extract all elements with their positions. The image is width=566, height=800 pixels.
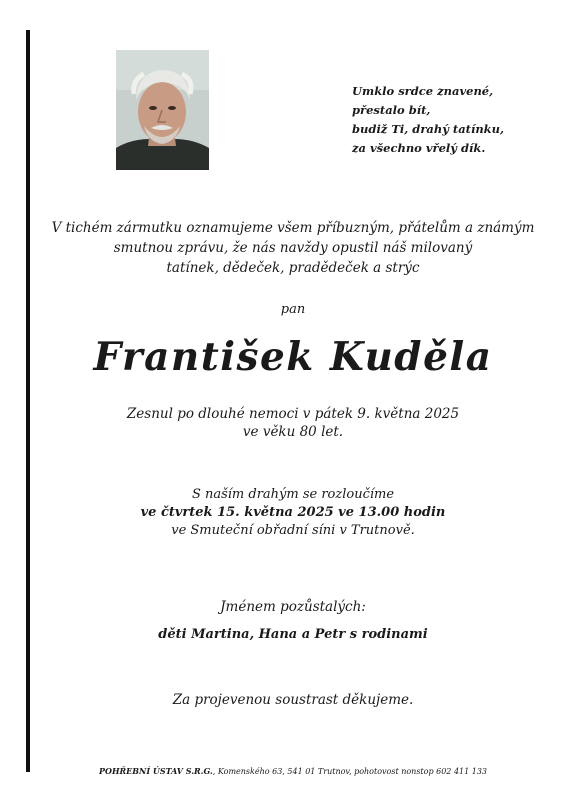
announcement-line: tatínek, dědeček, pradědeček a strýc [166,260,420,276]
poem-line: přestalo bít, [352,103,431,117]
death-date: Zesnul po dlouhé nemoci v pátek 9. května 2025 [126,406,460,422]
mourning-bar [26,30,30,772]
funeral-place: ve Smuteční obřadní síni v Trutnově. [171,523,415,538]
mourners-label: Jménem pozůstalých: [220,599,366,615]
honorific: pan [280,302,306,317]
footer-company: POHŘEBNÍ ÚSTAV S.R.G. [98,766,213,776]
funeral-intro: S naším drahým se rozloučíme [191,487,395,502]
footer-details: , Komenského 63, 541 01 Trutnov, pohotovost nonstop 602 411 133 [212,767,488,776]
poem [352,82,552,158]
announcement [40,218,546,278]
footer [40,766,546,776]
death-info [40,405,546,441]
portrait-illustration [116,50,209,170]
poem-line: budiž Ti, drahý tatínku, [352,122,505,136]
poem-line: za všechno vřelý dík. [352,141,486,155]
announcement-line: V tichém zármutku oznamujeme všem příbuzným, přátelům a známým [51,220,535,236]
death-age: ve věku 80 let. [242,424,344,440]
portrait-photo [116,50,209,170]
poem-line: Umklo srdce znavené, [352,84,494,98]
mourners-names: děti Martina, Hana a Petr s rodinami [158,627,428,642]
announcement-line: smutnou zprávu, že nás navždy opustil náš milovaný [113,240,473,256]
funeral-datetime: ve čtvrtek 15. května 2025 ve 13.00 hodin [140,505,446,520]
thanks-line: Za projevenou soustrast děkujeme. [172,692,414,708]
deceased-name: František Kuděla [93,334,493,380]
funeral-info [40,486,546,540]
